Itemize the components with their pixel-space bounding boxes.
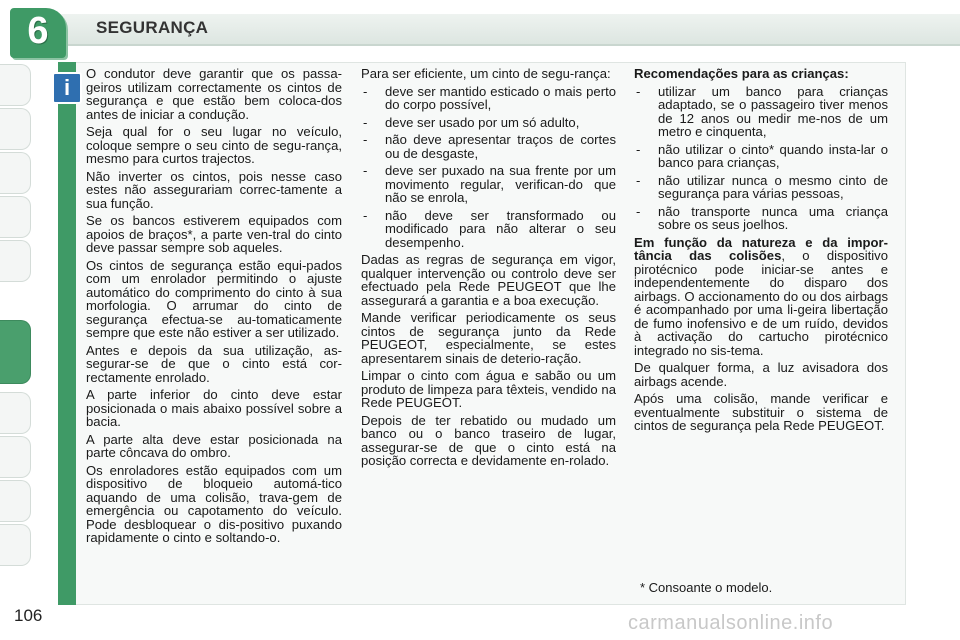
- chapter-number: 6: [27, 10, 49, 52]
- paragraph: Antes e depois da sua utilização, as-segurar-se de que o cinto está cor-rectamente enrolado.: [86, 342, 342, 385]
- page-number: 106: [14, 606, 43, 625]
- paragraph: Mande verificar periodicamente os seus cintos de segurança junto da Rede PEUGEOT, especialmente, se estes apresentarem sinais de deterio-ração.: [361, 310, 616, 366]
- page-title: SEGURANÇA: [96, 18, 209, 37]
- paragraph: Dadas as regras de segurança em vigor, qualquer intervenção ou controlo deve ser efectuado pela Rede PEUGEOT que lhe assegurará a garantia e a boa execução.: [361, 252, 616, 308]
- side-tab-3[interactable]: [0, 152, 31, 194]
- column-right: [634, 67, 888, 437]
- section-heading: Recomendações para as crianças:: [634, 66, 849, 81]
- footnote: * Consoante o modelo.: [640, 580, 773, 595]
- collision-bold: Em função da natureza e da impor-tância das colisões: [634, 234, 888, 263]
- side-tab-10[interactable]: [0, 524, 31, 566]
- list-item: - não utilizar o cinto* quando insta-lar o banco para crianças,: [634, 143, 888, 170]
- list-item: - não deve ser transformado ou modificado para não alterar o seu desempenho.: [361, 209, 616, 250]
- paragraph: Os cintos de segurança estão equi-pados com um enrolador permitindo o ajuste automático do comprimento do cinto à sua morfologia. O arrumar do cinto de segurança efectua-se au-tomaticamente sempre que este não estiver a ser utilizado.: [86, 257, 342, 340]
- list-item: - deve ser mantido esticado o mais perto do corpo possível,: [361, 85, 616, 112]
- paragraph: De qualquer forma, a luz avisadora dos airbags acende.: [634, 360, 888, 389]
- list-item: - não deve apresentar traços de cortes ou de desgaste,: [361, 133, 616, 160]
- side-tab-1[interactable]: [0, 64, 31, 106]
- list-item: - utilizar um banco para crianças adaptado, se o passageiro tiver menos de 12 anos ou medir me-nos de um metro e cinquenta,: [634, 85, 888, 139]
- paragraph: A parte inferior do cinto deve estar posicionada o mais abaixo possível sobre a bacia.: [86, 387, 342, 429]
- side-tab-9[interactable]: [0, 480, 31, 522]
- paragraph: Seja qual for o seu lugar no veículo, coloque sempre o seu cinto de segu-rança, mesmo para curtos trajectos.: [86, 124, 342, 166]
- paragraph: Depois de ter rebatido ou mudado um banco ou o banco traseiro de lugar, assegurar-se de que o cinto está na posição correcta e devidamente en-rolado.: [361, 412, 616, 468]
- list-item: - não utilizar nunca o mesmo cinto de segurança para várias pessoas,: [634, 174, 888, 201]
- chapter-badge: [10, 8, 66, 58]
- paragraph: Não inverter os cintos, pois nesse caso estes não assegurariam correc-tamente a sua função.: [86, 168, 342, 211]
- paragraph: Os enroladores estão equipados com um dispositivo de bloqueio automá-tico aquando de uma colisão, trava-gem de emergência ou capotamento do veículo. Pode desbloquear o dis-positivo puxando rapidamente o cinto e soltando-o.: [86, 462, 342, 545]
- info-icon: i: [52, 72, 82, 104]
- list-item: - deve ser puxado na sua frente por um movimento regular, verifican-do que não se enrola,: [361, 164, 616, 205]
- side-tab-4[interactable]: [0, 196, 31, 238]
- paragraph-collision: [634, 236, 888, 358]
- panel-stripe: [58, 62, 76, 605]
- side-tab-7[interactable]: [0, 392, 31, 434]
- column-middle: [361, 67, 616, 472]
- paragraph: O condutor deve garantir que os passa-geiros utilizam correctamente os cintos de segurança e que estão bem coloca-dos antes de iniciar a condução.: [86, 66, 342, 122]
- paragraph: A parte alta deve estar posicionada na parte côncava do ombro.: [86, 431, 342, 460]
- paragraph: Se os bancos estiverem equipados com apoios de braços*, a parte ven-tral do cinto deve passar sempre sob aqueles.: [86, 213, 342, 255]
- side-tab-8[interactable]: [0, 436, 31, 478]
- side-tab-active[interactable]: [0, 320, 31, 384]
- side-tab-2[interactable]: [0, 108, 31, 150]
- list-item: - deve ser usado por um só adulto,: [361, 116, 616, 130]
- belt-requirements-list: [361, 85, 616, 250]
- list-item: - não transporte nunca uma criança sobre os seus joelhos.: [634, 205, 888, 232]
- column-left: [86, 67, 342, 549]
- children-recommendations-list: [634, 85, 888, 232]
- collision-text: , o dispositivo pirotécnico pode iniciar-se antes e independentemente do disparo dos airbags. O accionamento do ou dos airbags é acompanhado por uma li-geira libertação de fumo inofensivo e de um ruído, devidos à activação do cartucho pirotécnico integrado no sis-tema.: [634, 248, 888, 358]
- paragraph: Limpar o cinto com água e sabão ou um produto de limpeza para têxteis, vendido na Rede PEUGEOT.: [361, 368, 616, 410]
- side-tab-5[interactable]: [0, 240, 31, 282]
- paragraph-intro: Para ser eficiente, um cinto de segu-rança:: [361, 66, 611, 81]
- paragraph: Após uma colisão, mande verificar e eventualmente substituir o sistema de cintos de segurança pela Rede PEUGEOT.: [634, 391, 888, 433]
- watermark: carmanualsonline.info: [628, 612, 834, 634]
